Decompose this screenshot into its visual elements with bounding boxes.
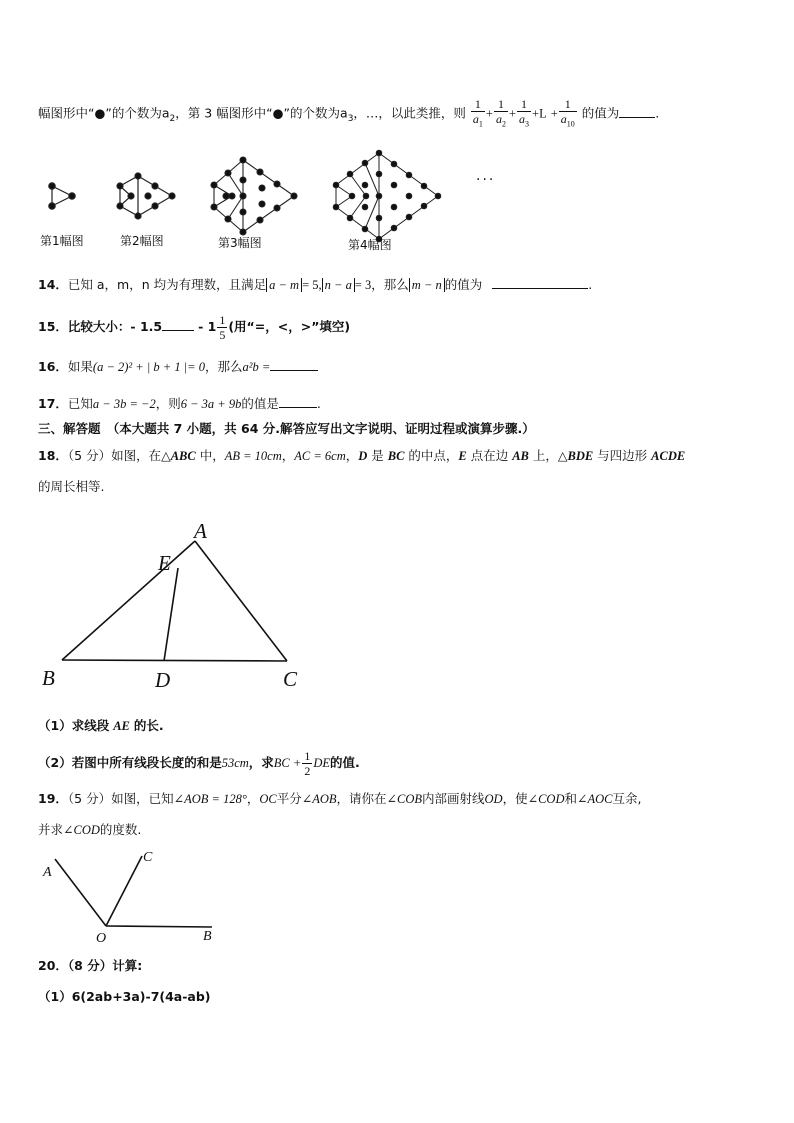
q16-text-b: ，那么: [204, 359, 243, 374]
question-16: [38, 358, 318, 376]
q14-text-c: 的值为: [444, 277, 483, 292]
q14-eq1: = 5,: [302, 278, 322, 292]
q19-angle-aoc: ∠AOC: [577, 792, 613, 806]
q16-expression: (a − 2)² + | b + 1 |= 0: [92, 360, 205, 374]
q19-oc: OC: [259, 792, 277, 806]
q16-number: 16．: [38, 359, 68, 374]
frac-a: a: [495, 112, 502, 126]
q18-sub2-expr-a: BC +: [273, 756, 302, 770]
dot-pattern-figures: [0, 145, 794, 245]
q18-half-fraction: [302, 749, 312, 778]
q13-text-a: 幅图形中“●”的个数为a: [38, 105, 170, 121]
q14-number: 14．: [38, 277, 68, 292]
q15-text-a: 比较大小：: [67, 319, 131, 334]
q13-line: [38, 97, 659, 131]
label-a: A: [43, 865, 52, 880]
q13-text-c: ，…，以此类推，则: [353, 105, 466, 121]
plus-sign: +: [485, 106, 493, 121]
frac-num: 1: [564, 97, 571, 111]
section-3-header: 三、解答题 （本大题共 7 小题，共 64 分.解答应写出文字说明、证明过程或演算步骤.）: [38, 421, 535, 436]
figures-continuation-dots: ···: [476, 172, 496, 188]
q19-score: （5 分）: [67, 791, 112, 806]
label-o: O: [96, 931, 107, 946]
figure-caption-4: 第4幅图: [348, 238, 392, 252]
q19-text-d: ，请你在: [336, 791, 387, 806]
q19-angle-cod: ∠COD: [527, 792, 565, 806]
q20-number: 20．: [38, 958, 68, 973]
q19-angle-cob: ∠COB: [386, 792, 423, 806]
label-b: B: [203, 929, 212, 944]
side-bc: [62, 660, 287, 661]
frac-sub: 10: [566, 119, 575, 129]
q18-sub2-mid: ，求: [248, 755, 274, 770]
q19-text-e: 内部画射线: [422, 791, 485, 806]
q13-sub3: 3: [347, 114, 354, 125]
q17-expression-2: 6 − 3a + 9b: [180, 397, 242, 411]
q14-text-b: ，那么: [371, 277, 409, 292]
question-15: [38, 312, 350, 342]
q18-acde: ACDE: [651, 449, 686, 463]
q18-e: E: [458, 449, 467, 463]
question-17: [38, 395, 321, 413]
segment-de: [164, 568, 178, 661]
q19-number: 19．: [38, 791, 68, 806]
frac-num: 1: [497, 97, 504, 111]
q18-sub2-value: 53cm: [221, 756, 249, 770]
frac-a1: [471, 97, 485, 131]
frac-a10: [559, 97, 577, 131]
frac-sub: 2: [501, 119, 506, 129]
answer-blank: [270, 358, 318, 371]
q14-abs3: m − n: [409, 278, 445, 292]
frac-a2: [494, 97, 508, 131]
label-c: C: [283, 667, 298, 691]
q17-text-c: 的值是: [241, 396, 279, 411]
triangle-abc-diagram: [0, 510, 794, 710]
plus-sign: +: [508, 106, 517, 121]
q17-expression: a − 3b = −2: [92, 397, 156, 411]
frac-sub: 1: [478, 119, 483, 129]
question-14: [38, 276, 592, 294]
plus-sign: +: [550, 106, 558, 121]
side-ab: [62, 541, 195, 660]
q17-text-b: ，则: [155, 396, 181, 411]
figure-3: [211, 157, 297, 235]
plus-sign: +: [532, 106, 540, 121]
q19-text-a: 如图，已知: [111, 791, 174, 806]
q19-text-c: 平分: [276, 791, 302, 806]
q14-end: .: [588, 277, 593, 292]
q18-text-e: 的中点，: [404, 448, 459, 463]
label-d: D: [155, 668, 171, 692]
q19-angle-aob: ∠AOB = 128°: [173, 792, 247, 806]
q19-line2-angle: ∠COD: [63, 823, 100, 837]
q18-abc: ABC: [170, 449, 196, 463]
q17-end: .: [316, 396, 321, 411]
frac-den: 2: [304, 764, 311, 778]
q18-text-g: 上，△: [528, 448, 568, 463]
q13-end: .: [655, 105, 660, 121]
q18-ab-length: AB = 10cm: [224, 449, 282, 463]
frac-a: a: [519, 112, 526, 126]
label-a: A: [194, 519, 207, 543]
label-e: E: [158, 551, 171, 575]
label-c: C: [143, 850, 153, 865]
answer-blank: [619, 105, 655, 118]
q15-frac-num: 1: [219, 313, 226, 327]
q18-sub-1: [38, 717, 164, 735]
q15-text-b: (用“=，<，>”填空): [228, 319, 351, 334]
q18-text-d: 是: [367, 448, 388, 463]
q18-text-a: 如图，在△: [111, 448, 171, 463]
q20-score: （8 分）: [67, 958, 113, 973]
ray-ob: [106, 926, 212, 927]
q18-ac-length: AC = 6cm: [294, 449, 346, 463]
question-19: [38, 790, 641, 808]
q18-bde: BDE: [567, 449, 594, 463]
q14-abs1: a − m: [266, 278, 302, 292]
ray-oc: [106, 856, 142, 926]
q13-sub2: 2: [169, 114, 176, 125]
q18-text-f: 点在边: [466, 448, 513, 463]
q18-bc: BC: [387, 449, 405, 463]
q18-ab: AB: [512, 449, 529, 463]
question-18: [38, 447, 685, 465]
q18-d: D: [358, 449, 368, 463]
answer-blank: [492, 276, 588, 289]
label-b: B: [42, 666, 55, 690]
q18-sub2-text: （2）若图中所有线段长度的和是: [38, 755, 222, 770]
q15-frac-den: 5: [219, 328, 226, 342]
q18-sub2-expr-b: DE: [313, 756, 331, 770]
q18-sub1-text: （1）求线段: [38, 718, 110, 733]
q18-text-c: ，: [345, 448, 359, 463]
q18-separator: ，: [281, 448, 295, 463]
q14-eq2: = 3: [354, 278, 372, 292]
q19-angle-aob-2: ∠AOB: [301, 792, 337, 806]
q20-sub-1: （1）6(2ab+3a)-7(4a-ab): [38, 989, 211, 1004]
q18-sub1-ae: AE: [113, 719, 130, 733]
q18-sub-2: [38, 748, 360, 778]
q15-fraction: [217, 313, 227, 342]
ray-oa: [55, 859, 106, 926]
question-20: [38, 957, 142, 975]
angle-aob-diagram: [0, 848, 794, 948]
frac-sub: 3: [525, 119, 530, 129]
q14-text-a: 已知 a，m，n 均为有理数，且满足: [67, 277, 267, 292]
frac-num: 1: [474, 97, 481, 111]
q18-sub2-end: 的值.: [330, 755, 360, 770]
figure-4: [333, 150, 441, 242]
q18-score: （5 分）: [67, 448, 112, 463]
figure-1: [49, 183, 75, 209]
q18-text-h: 与四边形: [593, 448, 652, 463]
q19-line-2: [38, 821, 141, 839]
frac-num: 1: [304, 749, 311, 763]
q17-number: 17．: [38, 396, 68, 411]
q18-text-b: 中，: [195, 448, 225, 463]
q18-line-2: 的周长相等.: [38, 479, 105, 494]
q18-number: 18．: [38, 448, 68, 463]
answer-blank: [279, 395, 317, 408]
frac-num: 1: [521, 97, 528, 111]
q19-text-g: 和: [564, 791, 577, 806]
q20-text: 计算:: [112, 958, 143, 973]
q19-line2-b: 的度数.: [99, 822, 142, 837]
figure-caption-3: 第3幅图: [218, 236, 262, 250]
q14-abs2: n − a: [322, 278, 355, 292]
q16-expression-2: a²b =: [242, 360, 271, 374]
q15-value-2: - 1: [198, 319, 217, 334]
q13-text-b: ，第 3 幅图形中“●”的个数为a: [175, 105, 348, 121]
q16-text-a: 如果: [67, 359, 93, 374]
figure-2: [117, 173, 175, 219]
q18-sub1-end: 的长.: [133, 718, 164, 733]
frac-a3: [517, 97, 531, 131]
ellipsis-glyph: L: [539, 106, 547, 121]
frac-a: a: [560, 112, 567, 126]
q19-text-f: ，使: [502, 791, 528, 806]
q19-text-h: 互余,: [612, 791, 642, 806]
frac-a: a: [472, 112, 479, 126]
q19-od: OD: [484, 792, 503, 806]
q15-value-1: - 1.5: [130, 319, 163, 334]
answer-blank: [162, 318, 194, 331]
q17-text-a: 已知: [67, 396, 93, 411]
q19-line2-a: 并求: [38, 822, 64, 837]
figure-caption-1: 第1幅图: [40, 234, 84, 248]
q15-number: 15．: [38, 319, 68, 334]
side-ac: [195, 541, 287, 661]
q13-text-d: 的值为: [581, 105, 620, 121]
q19-text-b: ，: [246, 791, 260, 806]
figure-caption-2: 第2幅图: [120, 234, 164, 248]
